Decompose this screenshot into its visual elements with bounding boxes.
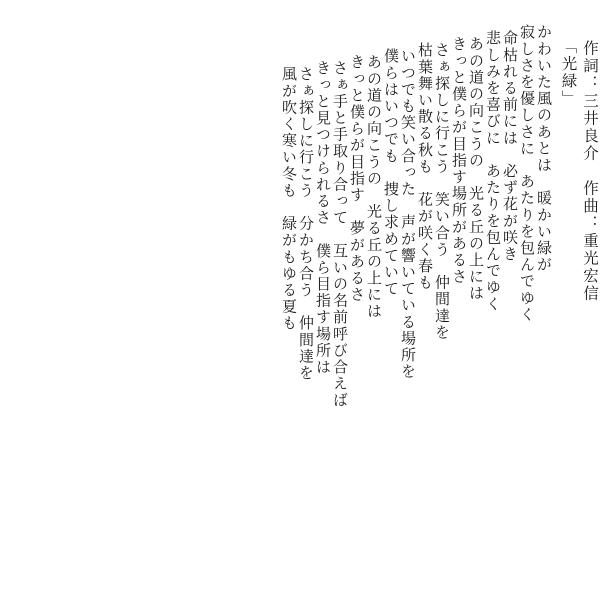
lyric-line: 僕らはいつでも 捜し求めていて (382, 48, 398, 297)
lyric-line: さぁ探しに行こう 分かち合う 仲間達を (297, 66, 313, 382)
lyric-line: あの道の向こうの 光る丘の上には (467, 36, 483, 302)
song-title: 「光緑」 (559, 38, 577, 108)
lyric-line: かわいた風のあとは 暖かい緑が (535, 24, 551, 273)
vertical-lyric-block (10, 14, 601, 554)
lyric-line: いつでも笑い合った 声が響いている場所を (399, 48, 415, 380)
lyric-line: あの道の向こうの 光る丘の上には (365, 54, 381, 320)
lyric-line: きっと僕らが目指す場所があるさ (450, 36, 466, 285)
song-credit: 作詞：三井良介 作曲：重光宏信 (581, 40, 598, 303)
lyric-line: 悲しみを喜びに あたりを包んでゆく (484, 30, 500, 313)
lyric-line: さぁ探しに行こう 笑い合う 仲間達を (433, 42, 449, 341)
lyric-line: 命枯れる前には 必ず花が咲き (501, 30, 517, 263)
lyric-line: きっと見つけられるさ 僕ら目指す場所は (314, 60, 330, 376)
lyric-line: 風が吹く寒い冬も 緑がもゆる夏も (280, 66, 296, 332)
lyric-line: きっと僕らが目指す 夢があるさ (348, 54, 364, 303)
lyric-line: さぁ手と手取り合って 互いの名前呼び合えば (331, 60, 347, 409)
lyric-line: 枯葉舞い散る秋も 花が咲く春も (416, 42, 432, 291)
lyric-line: 寂しさを優しさに あたりを包んでゆく (518, 24, 534, 323)
